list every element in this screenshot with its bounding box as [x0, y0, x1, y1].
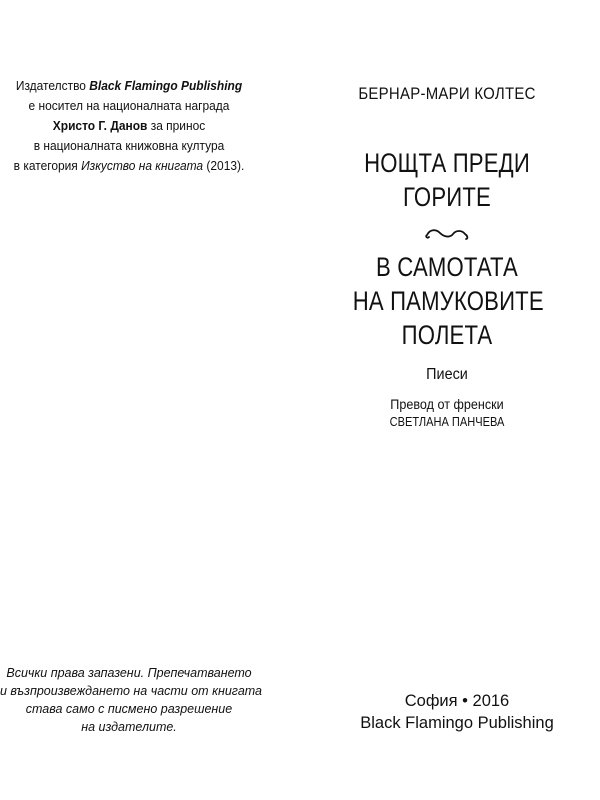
- award-note-line-4: в националната книжовна култура: [33, 138, 225, 153]
- copyright-line: и възпроизвеждането на части от книгата: [0, 684, 262, 698]
- translator-name: СВЕТЛАНА ПАНЧЕВА: [389, 414, 505, 429]
- copyright-line: става само с писмено разрешение: [25, 702, 233, 716]
- award-note-line-1: Издателство Black Flamingo Publishing: [15, 78, 243, 93]
- title-line: В САМОТАТА: [376, 252, 518, 282]
- title-line: НОЩТА ПРЕДИ: [364, 148, 530, 178]
- first-play-title: [353, 146, 542, 214]
- title-line: ГОРИТЕ: [403, 182, 491, 212]
- copyright-line: Всички права запазени. Препечатването: [6, 666, 252, 680]
- award-category: Изкуство на книгата: [81, 158, 204, 173]
- imprint: [352, 690, 562, 734]
- swirl-ornament-icon: [424, 226, 470, 242]
- title-line: НА ПАМУКОВИТЕ: [352, 286, 544, 316]
- publisher-award-note: [10, 76, 247, 176]
- imprint-publisher: Black Flamingo Publishing: [360, 714, 554, 732]
- author-name: БЕРНАР-МАРИ КОЛТЕС: [358, 84, 536, 103]
- translation-label: Превод от френски: [390, 396, 504, 412]
- publisher-name: Black Flamingo Publishing: [89, 78, 243, 93]
- genre-label: Пиеси: [426, 366, 468, 383]
- copyright-line: на издателите.: [81, 720, 177, 734]
- second-play-title: [353, 250, 542, 352]
- award-note-line-2: е носител на националната награда: [28, 98, 230, 113]
- title-line: ПОЛЕТА: [401, 320, 493, 350]
- imprint-place-year: София • 2016: [404, 692, 510, 710]
- award-note-line-3: Христо Г. Данов за принос: [52, 118, 206, 133]
- award-name: Христо Г. Данов: [52, 118, 148, 133]
- copyright-notice: [0, 664, 262, 736]
- award-note-line-5: в категория Изкуство на книгата (2013).: [13, 158, 245, 173]
- title-page: [332, 84, 562, 429]
